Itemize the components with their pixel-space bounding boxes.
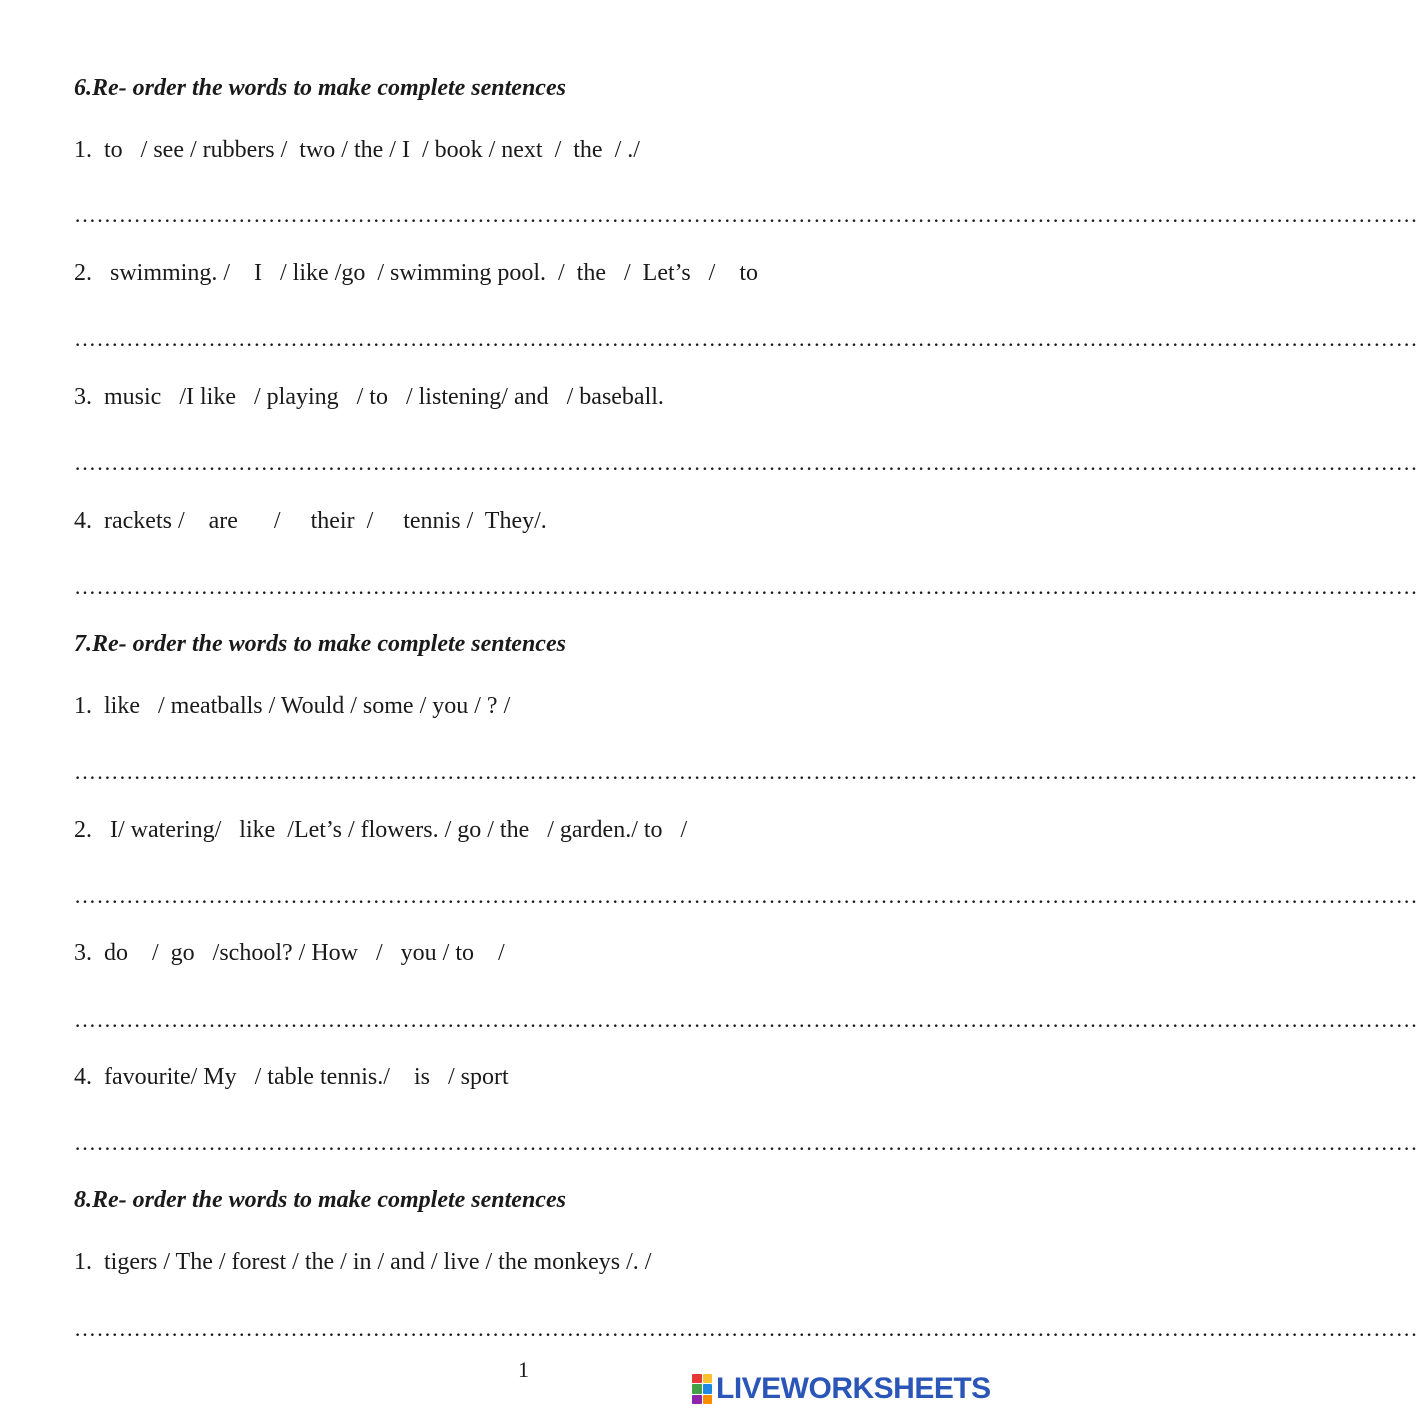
answer-line-6-3[interactable]: ……………………………………………………………………………………………………………………………………………………………… (74, 450, 1418, 475)
liveworksheets-brand[interactable] (692, 1373, 991, 1405)
section-6-heading: 6.Re- order the words to make complete sentences (74, 75, 566, 101)
section-6-item-1: 1. to / see / rubbers / two / the / I / book / next / the / ./ (74, 137, 640, 163)
answer-line-6-4[interactable]: ……………………………………………………………………………………………………………………………………………………………… (74, 574, 1418, 599)
section-7-heading: 7.Re- order the words to make complete sentences (74, 631, 566, 657)
answer-line-6-1[interactable]: ……………………………………………………………………………………………………………………………………………………………… (74, 202, 1418, 227)
section-8-heading: 8.Re- order the words to make complete sentences (74, 1187, 566, 1213)
answer-line-6-2[interactable]: ……………………………………………………………………………………………………………………………………………………………… (74, 326, 1418, 351)
section-7-item-3: 3. do / go /school? / How / you / to / (74, 940, 505, 966)
section-7-item-4: 4. favourite/ My / table tennis./ is / sport (74, 1064, 509, 1090)
section-6-item-4: 4. rackets / are / their / tennis / They/. (74, 508, 547, 534)
section-6-item-3: 3. music /I like / playing / to / listening/ and / baseball. (74, 384, 664, 410)
brand-name: LIVEWORKSHEETS (716, 1372, 991, 1405)
answer-line-8-1[interactable]: ……………………………………………………………………………………………………………………………………………………………… (74, 1316, 1418, 1341)
answer-line-7-1[interactable]: ……………………………………………………………………………………………………………………………………………………………… (74, 759, 1418, 784)
section-7-item-2: 2. I/ watering/ like /Let’s / flowers. / go / the / garden./ to / (74, 817, 688, 843)
answer-line-7-3[interactable]: ……………………………………………………………………………………………………………………………………………………………… (74, 1007, 1418, 1032)
answer-line-7-2[interactable]: ……………………………………………………………………………………………………………………………………………………………… (74, 883, 1418, 908)
liveworksheets-logo-icon (692, 1374, 712, 1404)
page-number: 1 (518, 1357, 529, 1382)
answer-line-7-4[interactable]: ……………………………………………………………………………………………………………………………………………………………… (74, 1130, 1418, 1155)
section-6-item-2: 2. swimming. / I / like /go / swimming pool. / the / Let’s / to (74, 260, 758, 286)
section-8-item-1: 1. tigers / The / forest / the / in / and / live / the monkeys /. / (74, 1249, 652, 1275)
section-7-item-1: 1. like / meatballs / Would / some / you / ? / (74, 693, 511, 719)
